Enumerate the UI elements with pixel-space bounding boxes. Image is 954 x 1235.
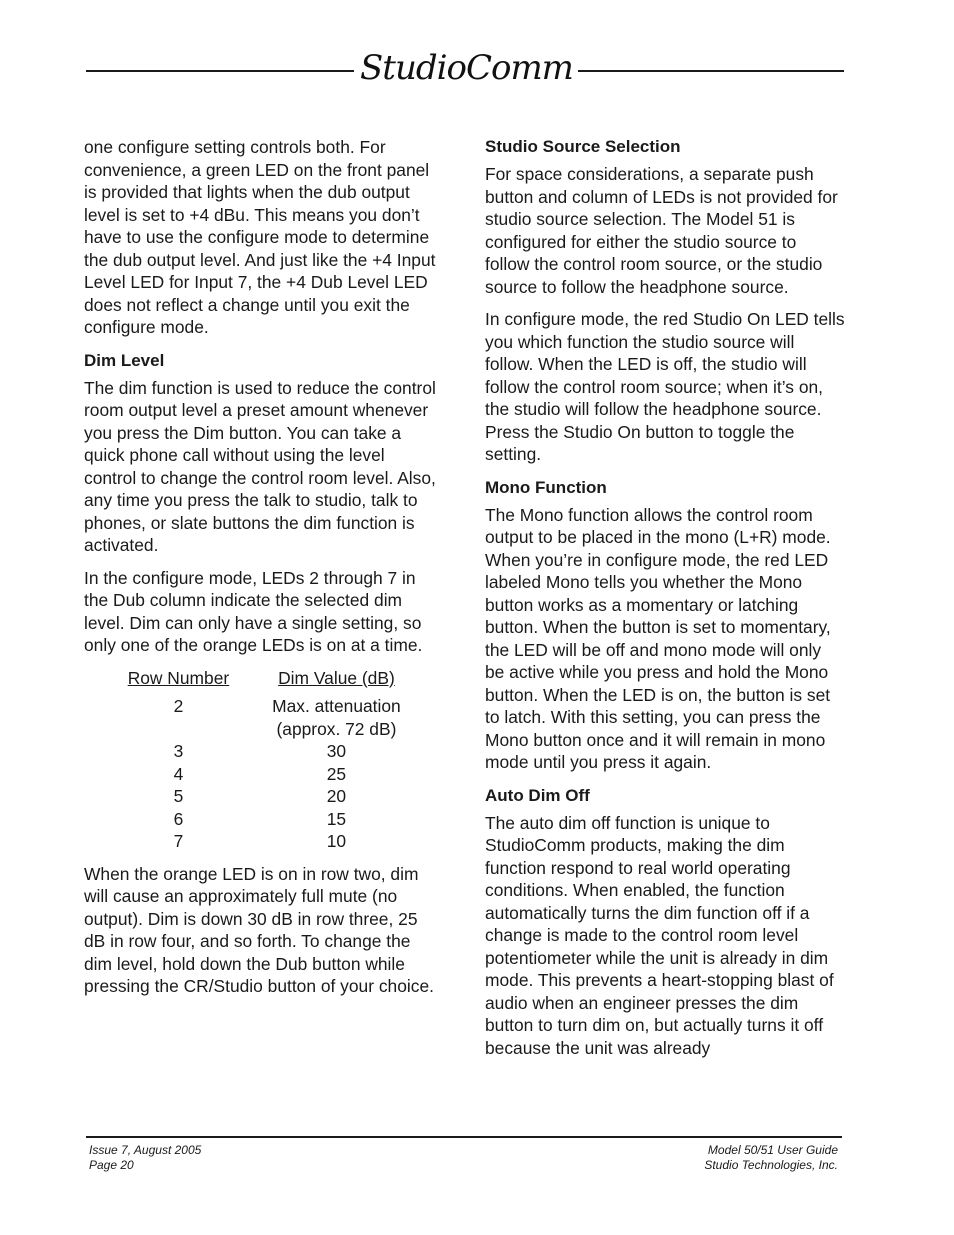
dim-level-paragraph-3: When the orange LED is on in row two, dim will cause an approximately full mute (no output). Dim is down 30 dB in row three, 25 dB in row four, and so forth. To change the dim level, hold down the Dub button while pressing the CR/Studio button of your choice. xyxy=(84,863,434,996)
dim-level-paragraph-1: The dim function is used to reduce the control room output level a preset amount whenever you press the Dim button. You can take a quick phone call without using the level control to change the control room level. Also, any time you press the talk to studio, talk to phones, or slate buttons the dim function is activated. xyxy=(84,377,436,555)
row-number-cell: 3 xyxy=(173,741,184,761)
row-number-header: Row Number xyxy=(127,667,230,688)
header-rule-left xyxy=(86,70,354,72)
row-number-cell: 5 xyxy=(173,786,184,806)
table-row xyxy=(124,763,440,786)
footer-left xyxy=(89,1143,201,1173)
studio-source-paragraph-2: In configure mode, the red Studio On LED tells you which function the studio source will follow. When the LED is off, the studio will follow the control room source; when it’s on, the studio will follow the headphone source. Press the Studio On button to toggle the setting. xyxy=(485,309,845,464)
dim-value-cell: 30 xyxy=(326,741,347,761)
auto-dim-off-paragraph-1: The auto dim off function is unique to StudioComm products, making the dim function respond to real world operating conditions. When enabled, the function automatically turns the dim function off if a change is made to the control room level potentiometer while the unit is already in dim mode. This prevents a heart-stopping blast of audio when an engineer presses the dim button to turn dim on, but actually turns it off because the unit was already xyxy=(485,812,834,1058)
mono-function-paragraph-1: The Mono function allows the control room output to be placed in the mono (L+R) mode. When you’re in configure mode, the red LED labeled Mono tells you whether the Mono button works as a momentary or latching button. When the button is set to momentary, the LED will be off and mono mode will only be active while you press and hold the Mono button. When the LED is on, the button is set to latch. With this setting, you can press the Mono button once and it will remain in mono mode until you press it again. xyxy=(485,504,831,772)
dim-table-header-row xyxy=(124,667,440,696)
dim-value-table xyxy=(124,667,440,853)
table-row xyxy=(124,740,440,763)
footer-right xyxy=(704,1143,838,1173)
right-column xyxy=(485,136,845,1069)
dim-value-header: Dim Value (dB) xyxy=(278,667,395,688)
header-rule-right xyxy=(578,70,844,72)
studio-source-heading: Studio Source Selection xyxy=(485,137,681,156)
dim-level-paragraph-2: In the configure mode, LEDs 2 through 7 in the Dub column indicate the selected dim level. Dim can only have a single setting, so only one of the orange LEDs is on at a time. xyxy=(84,567,423,655)
dim-value-cell: 25 xyxy=(326,763,347,784)
studiocomm-logo: StudioComm xyxy=(360,48,573,88)
row-number-cell: 7 xyxy=(173,831,184,851)
auto-dim-off-heading: Auto Dim Off xyxy=(485,785,590,805)
row-number-cell: 6 xyxy=(173,808,184,829)
issue-date: Issue 7, August 2005 xyxy=(89,1143,202,1157)
dim-value-line-1: Max. attenuation xyxy=(272,696,401,716)
left-column xyxy=(84,136,440,1008)
table-row xyxy=(124,695,440,740)
dim-value-cell: 15 xyxy=(326,808,347,829)
dim-value-cell xyxy=(233,695,440,740)
table-row xyxy=(124,808,440,831)
intro-paragraph: one configure setting controls both. For convenience, a green LED on the front panel is provided that lights when the dub output level is set to +4 dBu. This means you don’t have to use the configure mode to determine the dub output level. And just like the +4 Input Level LED for Input 7, the +4 Dub Level LED does not reflect a change until you exit the configure mode. xyxy=(84,137,436,337)
company-name: Studio Technologies, Inc. xyxy=(704,1158,838,1172)
page-number: Page 20 xyxy=(89,1158,134,1172)
footer-rule xyxy=(86,1136,842,1138)
studio-source-paragraph-1: For space considerations, a separate push button and column of LEDs is not provided for studio source selection. The Model 51 is configured for either the studio source to follow the control room source, or the studio source to follow the headphone source. xyxy=(485,164,838,297)
dim-value-cell: 10 xyxy=(326,831,347,851)
row-number-cell: 2 xyxy=(173,696,184,716)
dim-value-cell: 20 xyxy=(326,786,347,806)
mono-function-heading: Mono Function xyxy=(485,477,607,497)
dim-value-line-2: (approx. 72 dB) xyxy=(276,718,397,739)
table-row xyxy=(124,830,440,853)
table-row xyxy=(124,785,440,808)
guide-title: Model 50/51 User Guide xyxy=(707,1143,838,1157)
dim-level-heading: Dim Level xyxy=(84,350,165,370)
row-number-cell: 4 xyxy=(173,763,184,784)
